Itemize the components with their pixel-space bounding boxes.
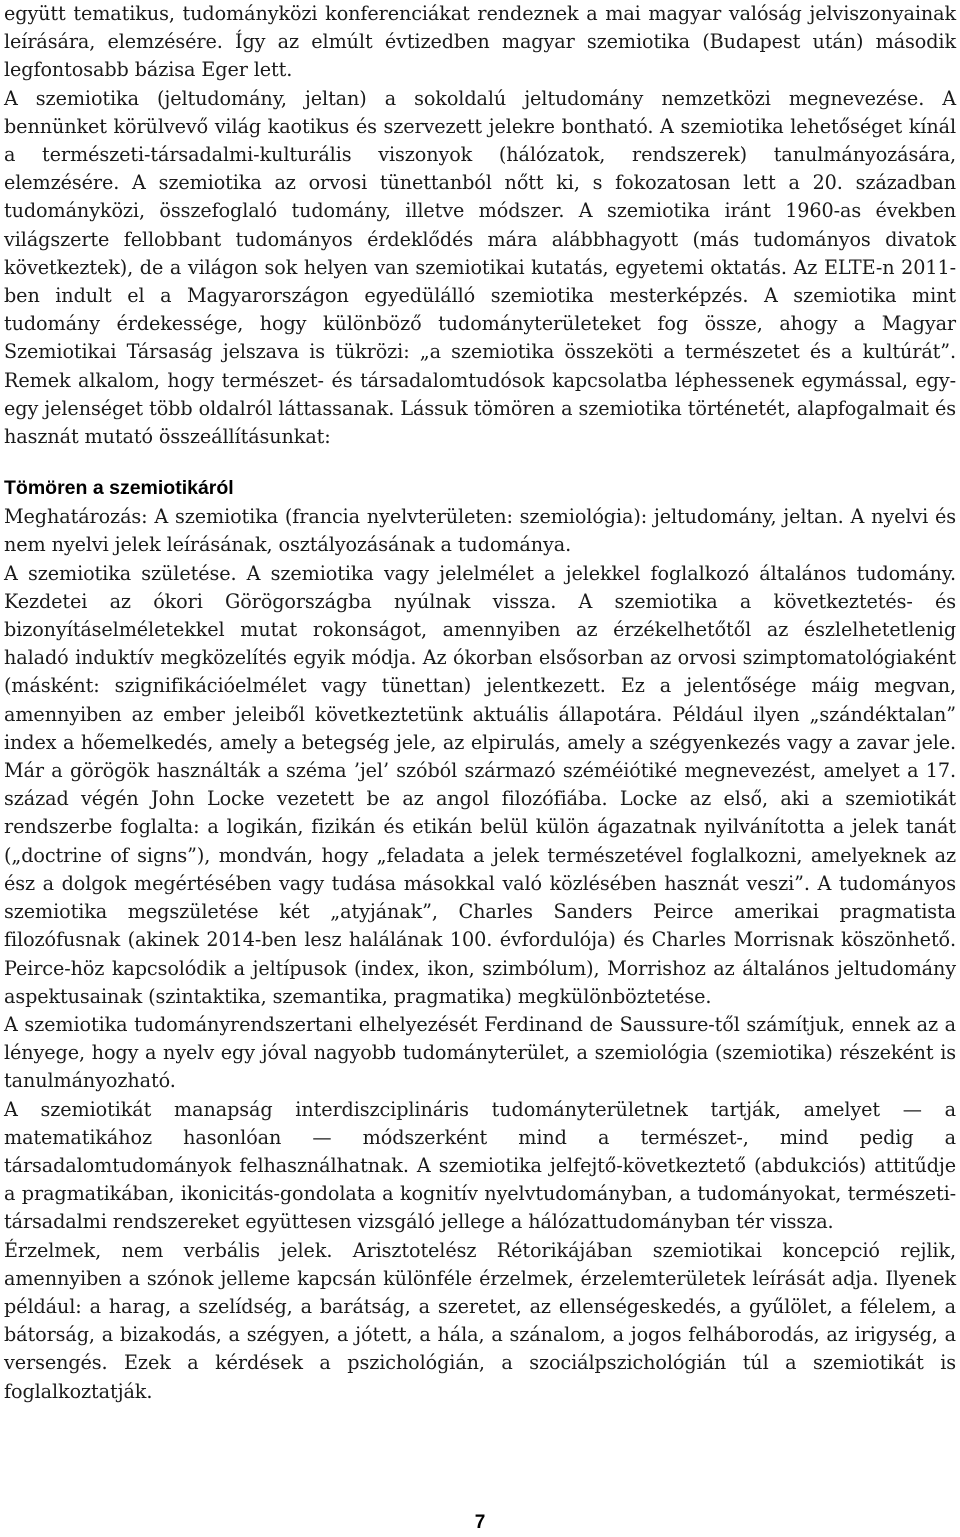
paragraph-birth-of-semiotics: A szemiotika születése. A szemiotika vagy jelelmélet a jelekkel foglalkozó általános tudomány. Kezdetei az ókori Görögországba nyúlnak vissza. A szemiotika a következtetés- és bizonyításelméletekkel mutat rokonságot, amennyiben az érzékelhetőtől az észlelhetetlenig haladó induktív megközelítés egyik módja. Az ókorban elsősorban az orvosi szimptomatológiaként (másként: szignifikációelmélet vagy tünettan) jelentkezett. Ez a jelentősége máig megvan, amennyiben az ember jeleiből következtetünk aktuális állapotára. Például ilyen „szándéktalan” index a hőemelkedés, amely a betegség jele, az elpirulás, amely a szégyenkezés vagy a zavar jele. Már a görögök használták a széma ’jel’ szóból származó széméiótiké megnevezést, amelyet a 17. század végén John Locke vezetett be az angol filozófiába. Locke az első, aki a szemiotikát rendszerbe foglalta: a logikán, fizikán és etikán belül külön ágazatnak nyilvánította a jelek tanát („doctrine of signs”), mondván, hogy „feladata a jelek természetével foglalkozni, amelyeknek az ész a dolgok megértésében vagy tudása másokkal való közlésében hasznát veszi”. A tudományos szemiotika megszületése két „atyjának”, Charles Sanders Peirce amerikai pragmatista filozófusnak (akinek 2014-ben lesz halálának 100. évfordulója) és Charles Morrisnak köszönhető. Peirce-höz kapcsolódik a jeltípusok (index, ikon, szimbólum), Morrishoz az általános jeltudomány aspektusainak (szintaktika, szemantika, pragmatika) megkülönböztetése. [4,561,956,1008]
section-heading: Tömören a szemiotikáról [4,477,234,500]
paragraph-interdisciplinary: A szemiotikát manapság interdiszciplináris tudományterületnek tartják, amelyet — a matematikához hasonlóan — módszerként mind a természet-, mind pedig a társadalomtudományok felhasználhatnak. A szemiotika jelfejtő-következtető (abdukciós) attitűdje a pragmatikában, ikonicitás-gondolata a kognitív nyelvtudományban, a tudományokat, természeti-társadalmi rendszereket együttesen vizsgáló jellege a hálózattudományban tér vissza. [4,1097,956,1234]
paragraph-emotions: Érzelmek, nem verbális jelek. Arisztotelész Rétorikájában szemiotikai koncepció rejlik, amennyiben a szónok jelleme kapcsán különféle érzelmek, érzelemterületek leírását adja. Ilyenek például: a harag, a szelídség, a barátság, a szeretet, az ellenségeskedés, a gyűlölet, a félelem, a bátorság, a bizakodás, a szégyen, a jótett, a hála, a szánalom, a jogos felháborodás, az irigység, a versengés. Ezek a kérdések a pszichológián, a szociálpszichológián túl a szemiotikát is foglalkoztatják. [4,1238,956,1403]
paragraph-saussure: A szemiotika tudományrendszertani elhelyezését Ferdinand de Saussure-től számítjuk, ennek az a lényege, hogy a nyelv egy jóval nagyobb tudományterület, a szemiológia (szemiotika) részeként is tanulmányozható. [4,1012,956,1093]
paragraph-intro-1: együtt tematikus, tudományközi konferenciákat rendeznek a mai magyar valóság jelviszonyainak leírására, elemzésére. Így az elmúlt évtizedben magyar szemiotika (Budapest után) második legfontosabb bázisa Eger lett. [4,2,956,82]
page-number: 7 [474,1512,486,1533]
paragraph-intro-2: A szemiotika (jeltudomány, jeltan) a sokoldalú jeltudomány nemzetközi megnevezése. A bennünket körülvevő világ kaotikus és szervezett jelekre bontható. A szemiotika lehetőséget kínál a természeti-társadalmi-kulturális viszonyok (hálózatok, rendszerek) tanulmányozására, elemzésére. A szemiotika az orvosi tünettanból nőtt ki, s fokozatosan lett a 20. században tudományközi, összefoglaló tudomány, illetve módszer. A szemiotika iránt 1960-as években világszerte fellobbant tudományos érdeklődés mára alábbhagyott (más tudományos divatok következtek), de a világon sok helyen van szemiotikai kutatás, egyetemi oktatás. Az ELTE-n 2011-ben indult el a Magyarországon egyedülálló szemiotika mesterképzés. A szemiotika mint tudomány érdekessége, hogy különböző tudományterületeket fog össze, ahogy a Magyar Szemiotikai Társaság jelszava is tükrözi: „a szemiotika összeköti a természetet és a kultúrát”. Remek alkalom, hogy természet- és társadalomtudósok kapcsolatba léphessenek egymással, egy-egy jelenséget több oldalról láttassanak. Lássuk tömören a szemiotika történetét, alapfogalmait és hasznát mutató összeállításunkat: [4,86,956,449]
paragraph-definition: Meghatározás: A szemiotika (francia nyelvterületen: szemiológia): jeltudomány, jeltan. A nyelvi és nem nyelvi jelek leírásának, osztályozásának a tudománya. [4,505,956,557]
document-page [4,0,956,1406]
